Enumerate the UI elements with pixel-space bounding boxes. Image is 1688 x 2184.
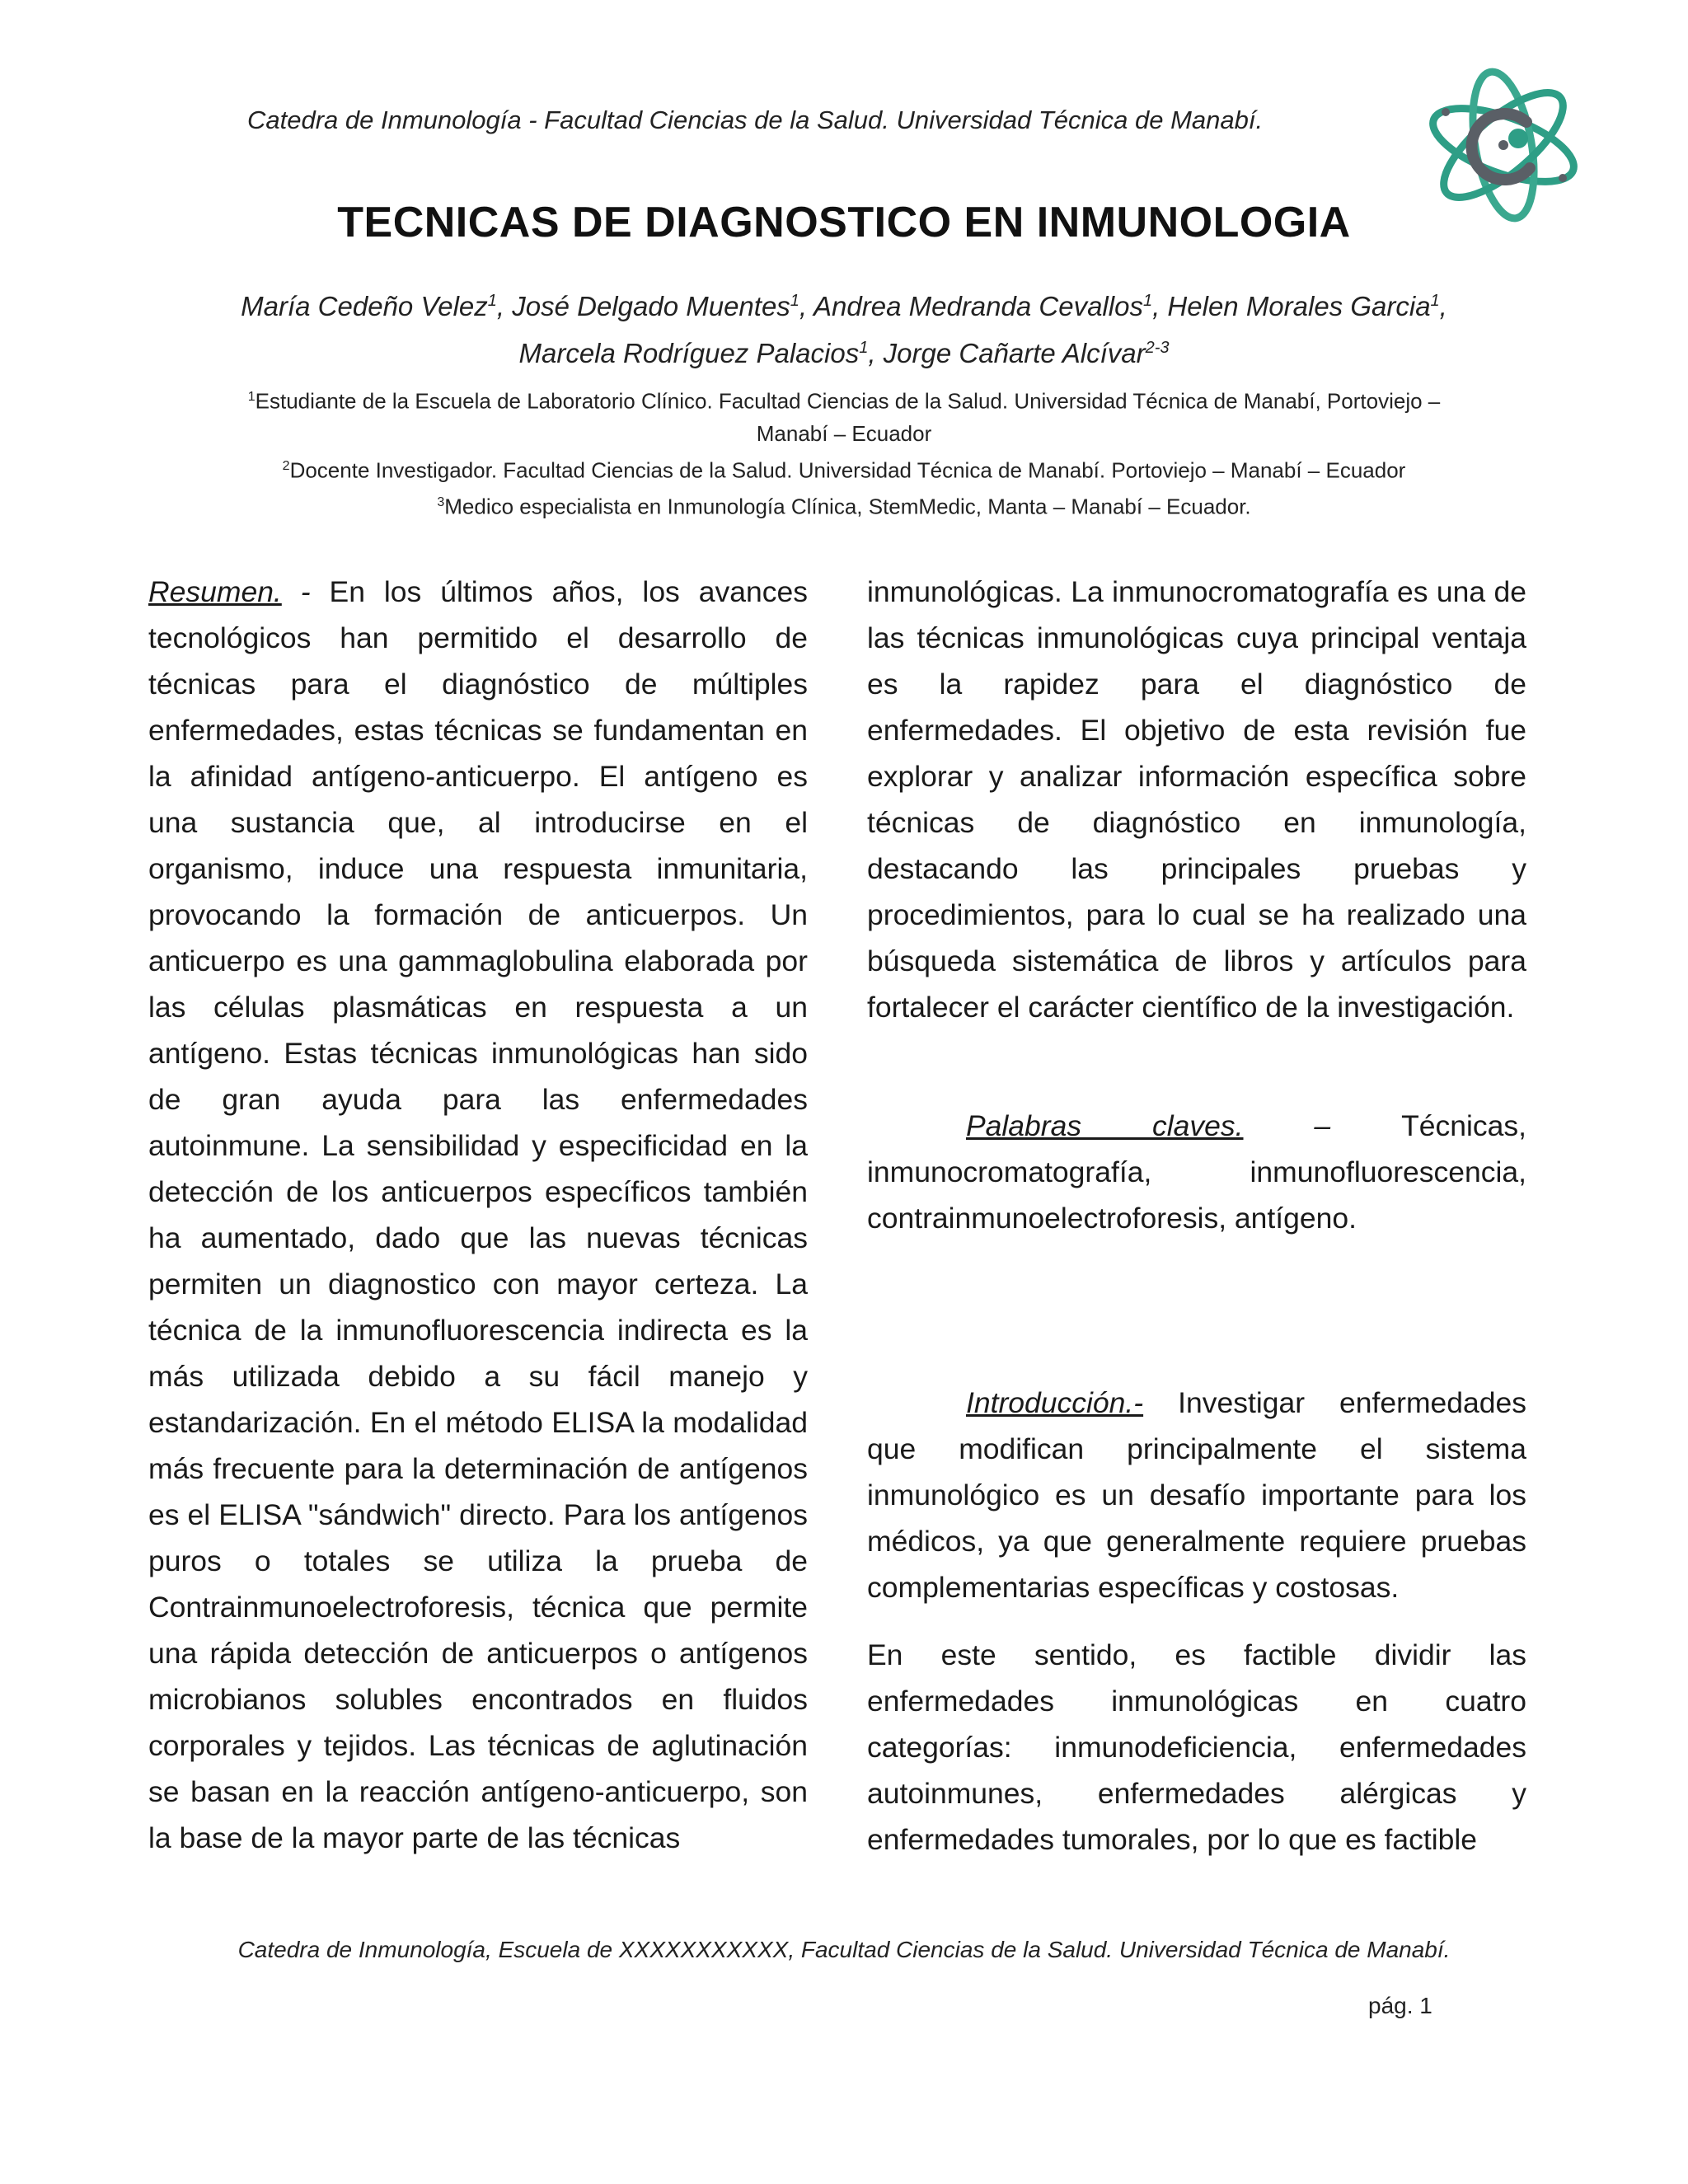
introduction-paragraph — [867, 1380, 1526, 1610]
author-affiliation-mark: 1 — [790, 292, 799, 310]
introduction-paragraph-2: En este sentido, es factible dividir las enfermedades inmunológicas en cuatro categorías: inmunodeficiencia, enfermedades autoinmunes, enfermedades alérgicas y enfermedades tumorales, por lo que es factible — [867, 1638, 1526, 1856]
abstract-label: Resumen. — [148, 575, 282, 608]
keywords-paragraph: Palabras claves. – Técnicas, inmunocromatografía, inmunofluorescencia, contrainmunoelectroforesis, antígeno. — [867, 1109, 1526, 1235]
affiliation-item: $^3$Medico especialista en Inmunología Clínica, StemMedic, Manta – Manabí – Ecuador. — [437, 494, 1251, 519]
author-name: Helen Morales Garcia — [1167, 291, 1431, 321]
author-affiliation-mark: 1 — [1142, 292, 1153, 310]
page-number: pág. 1 — [1368, 1993, 1432, 2018]
author-name: José Delgado Muentes — [512, 291, 790, 321]
author-name: Andrea Medranda Cevallos — [814, 291, 1143, 321]
affiliation-item: $^1$Estudiante de la Escuela de Laboratorio Clínico. Facultad Ciencias de la Salud. Universidad Técnica de Manabí, Portoviejo – Manabí – Ecuador — [247, 388, 1441, 446]
abstract-paragraph: Resumen. - En los últimos años, los avances tecnológicos han permitido el desarrollo de técnicas para el diagnóstico de múltiples enfermedades, estas técnicas se fundamentan en la afinidad antígeno-anticuerpo. El antígeno es una sustancia que, al introducirse en el organismo, induce una respuesta inmunitaria, provocando la formación de anticuerpos. Un anticuerpo es una gammaglobulina elaborada por las células plasmáticas en respuesta a un antígeno. Estas técnicas inmunológicas han sido de gran ayuda para las enfermedades autoinmune. La sensibilidad y especificidad en la detección de los anticuerpos específicos también ha aumentado, dado que las nuevas técnicas permiten un diagnostico con mayor certeza. La técnica de la inmunofluorescencia indirecta es la más utilizada debido a su fácil manejo y estandarización. En el método ELISA la modalidad más frecuente para la determinación de antígenos es el ELISA "sándwich" directo. Para los antígenos puros o totales se utiliza la prueba de Contrainmunoelectroforesis, técnica que permite una rápida detección de anticuerpos o antígenos microbianos solubles encontrados en fluidos corporales y tejidos. Las técnicas de aglutinación se basan en la reacción antígeno-anticuerpo, son la base de la mayor parte de las técnicas — [148, 575, 808, 1854]
author-name: Marcela Rodríguez Palacios — [518, 338, 860, 368]
running-header: Catedra de Inmunología - Facultad Ciencias de la Salud. Universidad Técnica de Manabí. — [247, 105, 1264, 134]
right-column — [867, 569, 1526, 1863]
author-affiliation-mark: 1 — [1430, 292, 1440, 310]
author-affiliation-mark: 1 — [487, 292, 497, 310]
abstract-text: En los últimos años, los avances tecnológicos han permitido el desarrollo de técnicas para el diagnóstico de múltiples enfermedades, estas técnicas se fundamentan en la afinidad antígeno-anticuerpo. El antígeno es una sustancia que, al introducirse en el organismo, induce una respuesta inmunitaria, provocando la formación de anticuerpos. Un anticuerpo es una gammaglobulina elaborada por las células plasmáticas en respuesta a un antígeno. Estas técnicas inmunológicas han sido de gran ayuda para las enfermedades autoinmune. La sensibilidad y especificidad en la detección de los anticuerpos específicos también ha aumentado, dado que las nuevas técnicas permiten un diagnostico con mayor certeza. La técnica de la inmunofluorescencia indirecta es la más utilizada debido a su fácil manejo y estandarización. En el método ELISA la modalidad más frecuente para la determinación de antígenos es el ELISA "sándwich" directo. Para los antígenos puros o totales se utiliza la prueba de Contrainmunoelectroforesis, técnica que permite una rápida detección de anticuerpos o antígenos microbianos solubles encontrados en fluidos corporales y tejidos. Las técnicas de aglutinación se basan en la reacción antígeno-anticuerpo, son la base de la mayor parte de las técnicas — [148, 575, 808, 1854]
author-affiliation-mark: 2-3 — [1145, 339, 1170, 357]
affiliation-item: $^2$Docente Investigador. Facultad Ciencias de la Salud. Universidad Técnica de Manabí. Portoviejo – Manabí – Ecuador — [282, 457, 1406, 483]
abstract-continuation: inmunológicas. La inmunocromatografía es una de las técnicas inmunológicas cuya principal ventaja es la rapidez para el diagnóstico de enfermedades. El objetivo de esta revisión fue explorar y analizar información específica sobre técnicas de diagnóstico en inmunología, destacando las principales pruebas y procedimientos, para lo cual se ha realizado una búsqueda sistemática de libros y artículos para fortalecer el carácter científico de la investigación. — [867, 575, 1526, 1024]
keywords-text: Técnicas, inmunocromatografía, inmunofluorescencia, contrainmunoelectroforesis, antígeno. — [867, 1109, 1526, 1235]
introduction-text: Investigar enfermedades que modifican principalmente el sistema inmunológico es un desafío importante para los médicos, ya que generalmente requiere pruebas complementarias específicas y costosas. — [867, 1386, 1526, 1604]
left-column — [148, 569, 808, 1861]
author-affiliation-mark: 1 — [859, 339, 869, 357]
running-footer: Catedra de Inmunología, Escuela de XXXXXXXXXXX, Facultad Ciencias de la Salud. Universidad Técnica de Manabí. — [237, 1937, 1451, 1962]
keywords-label: Palabras claves. — [966, 1109, 1244, 1142]
author-name: Jorge Cañarte Alcívar — [883, 338, 1146, 368]
introduction-label: Introducción.- — [966, 1386, 1144, 1419]
author-name: María Cedeño Velez — [241, 291, 488, 321]
author-list: María Cedeño Velez$^1$, José Delgado Muentes$^1$, Andrea Medranda Cevallos$^1$, Helen Morales Garcia$^1$, Marcela Rodríguez Palacios$^1$, Jorge Cañarte Alcívar$^{2-3}$ — [241, 291, 1447, 368]
paper-title: TECNICAS DE DIAGNOSTICO EN INMUNOLOGIA — [337, 199, 1351, 246]
affiliation-list — [223, 381, 1465, 523]
